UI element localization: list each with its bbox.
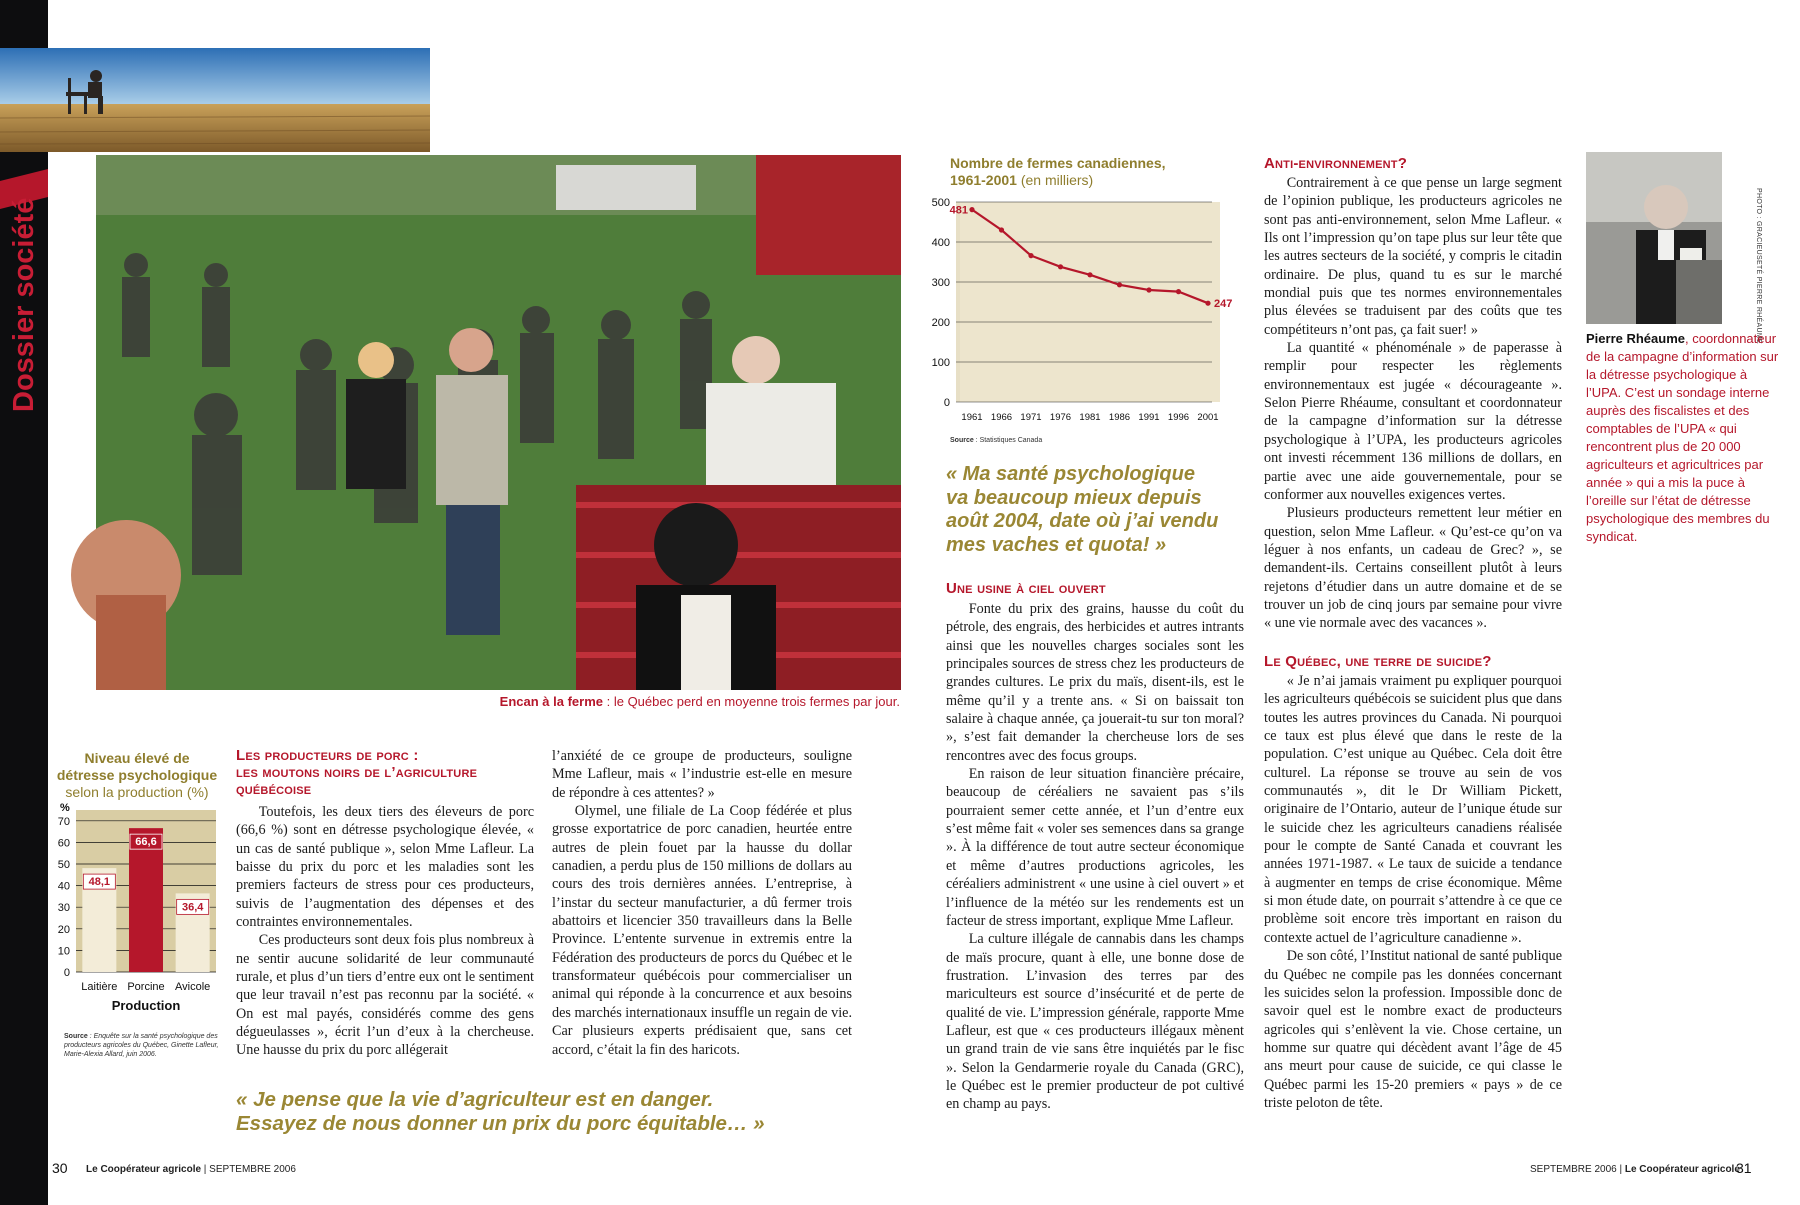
line-chart-title: Nombre de fermes canadiennes, 1961-2001 (en milliers) xyxy=(950,155,1166,188)
suicide-column: « Je n’ai jamais vraiment pu expliquer pourquoi les agriculteurs québécois se suicident plus que dans toutes les autres provinces du Canada. Ni pourquoi ce taux est plus élevé que dans le reste de la population. C’est unique au Québec. Cela doit être culturel. La réponse se trouve au sein de vos communautés », dit le Dr William Pickett, originaire de l’Ontario, auteur de l’unique étude sur le suicide chez les agriculteurs canadiens réalisée pour le compte de Santé Canada et couvrant les années 1971-1987. « Le taux de suicide a tendance à augmenter en temps de crise économique. Même si mon étude date, on pourrait s’attendre à ce que ce problème soit encore très important en raison du contexte actuel de l’agriculture canadienne ». De son côté, l’Institut national de santé publique du Québec ne compile pas les données concernant les suicides selon la profession. Impossible donc de savoir quel est le nombre exact de producteurs agricoles qui s’enlèvent la vie. Chose certaine, un homme sur quatre qui décèdent avant l’âge de 45 ans meurt pour cause de suicide, ce qui classe le Québec parmi les 15-20 premiers « pays » de ce triste peloton de tête. xyxy=(1264,673,1562,1111)
porc-column-2: l’anxiété de ce groupe de producteurs, souligne Mme Lafleur, mais « l’industrie est-elle en mesure de répondre à ces attentes? » Olymel, une filiale de La Coop fédérée et plus grosse exportatrice de porc canadien, heurtée entre autres de plein fouet par la hausse du dollar canadien, a perdu plus de 150 millions de dollars au cours des trois dernières années. L’entreprise, à l’instar du secteur manufacturier, a dû fermer trois abattoirs et licencier 350 travailleurs dans la Belle Province. L’entente survenue in extremis entre la Fédération des producteurs de porcs du Québec et le transformateur québécois pour commercialiser un animal qui réponde à la concurrence et aux besoins des marchés internationaux insuffle un regain de vie. Car plusieurs experts prédisaient que, sans cet accord, c’était la fin des haricots. xyxy=(552,748,852,1058)
line-x-tick: 1986 xyxy=(1108,412,1131,423)
line-x-tick: 1996 xyxy=(1167,412,1190,423)
page-number-right: 31 xyxy=(1736,1160,1752,1176)
bar-x-tick: Porcine xyxy=(127,981,165,993)
suicide-heading: Le Québec, une terre de suicide? xyxy=(1264,653,1492,670)
bar-x-label: Production xyxy=(111,998,181,1013)
line-value-last: 247 xyxy=(1214,298,1233,311)
line-point-2 xyxy=(1028,253,1033,258)
bar-chart xyxy=(52,800,224,1020)
bar-chart-title: Niveau élevé de détresse psychologique selon la production (%) xyxy=(56,750,218,800)
photo-credit: PHOTO : GRACIEUSETÉ PIERRE RHÉAUME xyxy=(1755,188,1762,344)
line-plot-inner xyxy=(960,202,1220,402)
line-point-6 xyxy=(1146,287,1151,292)
line-point-3 xyxy=(1058,264,1063,269)
bar-y-tick: 0 xyxy=(63,967,70,979)
bar-x-tick: Avicole xyxy=(175,981,211,993)
line-x-tick: 1981 xyxy=(1079,412,1101,423)
bar-value-label: 36,4 xyxy=(181,901,204,914)
line-x-tick: 1961 xyxy=(961,412,983,423)
line-y-tick: 300 xyxy=(931,277,950,289)
line-chart xyxy=(920,192,1233,428)
auction-photo xyxy=(96,155,901,690)
line-point-5 xyxy=(1117,282,1122,287)
pull-quote-bottom: « Je pense que la vie d’agriculteur est en danger. Essayez de nous donner un prix du porc équitable… » xyxy=(236,1088,765,1135)
line-x-tick: 1971 xyxy=(1020,412,1042,423)
line-point-8 xyxy=(1205,301,1210,306)
line-x-tick: 1991 xyxy=(1138,412,1160,423)
usine-column: Fonte du prix des grains, hausse du coût du pétrole, des engrais, des herbicides et autres intrants ainsi que les nouvelles charges sociales sont les principales sources de stress chez les producteurs de grandes cultures. Le prix du maïs, disent-ils, est le même qu’il y a trente ans. « Si on baissait ton salaire à chaque année, ça jouerait-tu sur ton moral? », s’est fait demander la chercheuse lors de ses rencontres avec des focus groups. En raison de leur situation financière précaire, beaucoup de céréaliers ne savaient pas s’ils pourraient semer cette année, et l’un d’entre eux s’est même fait « voler ses semences dans sa grange ». À la différence de tout autre secteur économique et même d’autres productions agricoles, les céréaliers administrent « une usine à ciel ouvert » et l’influence de la météo sur les rendements est un facteur de stress important, explique Mme Lafleur. La culture illégale de cannabis dans les champs de maïs procure, quant à elle, une bonne dose de frustration. L’invasion des terres par des mariculteurs est source d’insécurité et de perte de qualité de vie. L’impression générale, rapporte Mme Lafleur, est que « ces producteurs illégaux mènent un grand train de vie sans être inquiétés par le fisc ». Selon la Gendarmerie royale du Canada (GRC), le Québec est le premier producteur de pot cultivé en champ au pays. xyxy=(946,601,1244,1113)
bar-y-tick: 50 xyxy=(57,859,70,871)
section-label: Dossier société xyxy=(8,197,40,412)
line-point-7 xyxy=(1176,289,1181,294)
bar-y-tick: 20 xyxy=(57,923,70,936)
bar-y-tick: 30 xyxy=(57,902,70,915)
pull-quote-middle: « Ma santé psychologique va beaucoup mieux depuis août 2004, date où j’ai vendu mes vaches et quota! » xyxy=(946,463,1219,556)
bar-x-tick: Laitière xyxy=(81,981,118,993)
line-value-first: 481 xyxy=(949,204,968,217)
line-y-tick: 500 xyxy=(931,197,950,209)
bar-y-tick: 60 xyxy=(57,837,70,850)
line-y-tick: 0 xyxy=(943,397,950,409)
line-y-tick: 200 xyxy=(931,317,950,329)
line-chart-source: Source : Statistiques Canada xyxy=(950,437,1043,444)
footer-left: Le Coopérateur agricole | SEPTEMBRE 2006 xyxy=(86,1164,296,1175)
bar-chart-source: Source : Enquête sur la santé psychologique des producteurs agricoles du Québec, Ginette Lafleur, Marie-Alexia Allard, juin 2006. xyxy=(64,1033,219,1058)
anti-heading: Anti-environnement? xyxy=(1264,155,1408,172)
bar-value-label: 66,6 xyxy=(135,836,157,849)
portrait-photo xyxy=(1586,152,1722,324)
banner-photo xyxy=(0,48,430,152)
line-point-4 xyxy=(1087,272,1092,277)
porc-heading: Les producteurs de porc : les moutons noirs de l’agriculture québécoise xyxy=(236,747,478,798)
usine-heading: Une usine à ciel ouvert xyxy=(946,580,1106,597)
bar-y-tick: 40 xyxy=(57,880,70,893)
bar-value-label: 48,1 xyxy=(88,876,111,889)
bar-y-tick: 10 xyxy=(57,945,70,958)
footer-right: SEPTEMBRE 2006 | Le Coopérateur agricole xyxy=(1530,1164,1740,1175)
photo-caption: Encan à la ferme : le Québec perd en moyenne trois fermes par jour. xyxy=(499,694,900,709)
line-y-tick: 100 xyxy=(931,357,950,369)
porc-column-1: Toutefois, les deux tiers des éleveurs de porc (66,6 %) sont en détresse psychologique élevée, « un cas de santé publique », selon Mme Lafleur. La baisse du prix du porc et les maladies sont les premiers facteurs de stress pour ces producteurs, suivis de l’augmentation des dépenses et des contraintes environnementales. Ces producteurs sont deux fois plus nombreux à ne sentir aucune solidarité de leur communauté rurale, et plus d’un tiers d’entre eux ont le sentiment que leur travail n’est pas reconnu par la société. « On est mal payés, considérés comme des gens dégueulasses », écrit l’un d’eux à la chercheuse. Une hausse du prix du porc allégerait xyxy=(236,804,534,1059)
line-y-tick: 400 xyxy=(931,237,950,249)
bar-y-tick: 70 xyxy=(57,815,70,828)
line-x-tick: 1966 xyxy=(990,412,1013,423)
anti-column: Contrairement à ce que pense un large segment de l’opinion publique, les producteurs agricoles ne sont pas anti-environnement, selon Mme Lafleur. « Ils ont l’impression qu’on tape plus sur leur tête que les autres secteurs de la société, y compris le citadin ordinaire. De plus, quand tu es sur le marché mondial puis que tes normes environnementales plus élevées se traduisent par des coûts que tes compétiteurs n’ont pas, ça fait suer! » La quantité « phénoménale » de paperasse à remplir pour respecter les règlements environnementaux est jugée « décourageante ». Selon Pierre Rhéaume, consultant et coordonnateur de la campagne d’information sur la détresse psychologique à l’UPA, les producteurs agricoles ont investi récemment 136 millions de dollars, en partie avec une aide gouvernementale, pour se conformer aux nouvelles exigences vertes. Plusieurs producteurs remettent leur métier en question, selon Mme Lafleur. « Qu’est-ce qu’on va léguer à nos enfants, un cadeau de Grec? », se demandent-ils. Certains conseillent plutôt à leurs rejetons d’étudier dans un autre domaine et de se trouver un job de cinq jours par semaine pour vivre « une vie normale avec des vacances ». xyxy=(1264,175,1562,632)
bar-y-unit: % xyxy=(60,802,70,814)
line-point-0 xyxy=(969,207,974,212)
page-number-left: 30 xyxy=(52,1160,68,1176)
line-x-tick: 1976 xyxy=(1049,412,1072,423)
section-sidebar xyxy=(0,0,48,1205)
bar-1 xyxy=(129,828,163,972)
portrait-caption: Pierre Rhéaume, coordonnateur de la campagne d’information sur la détresse psychologique à l’UPA. C’est un sondage interne auprès des fiscalistes et des comptables de l’UPA « qui rencontrent plus de 20 000 agriculteurs et agricultrices par année » qui a mis la puce à l’oreille sur l’état de détresse psychologique des membres du syndicat. xyxy=(1586,331,1779,544)
line-point-1 xyxy=(999,227,1004,232)
line-x-tick: 2001 xyxy=(1197,412,1219,423)
